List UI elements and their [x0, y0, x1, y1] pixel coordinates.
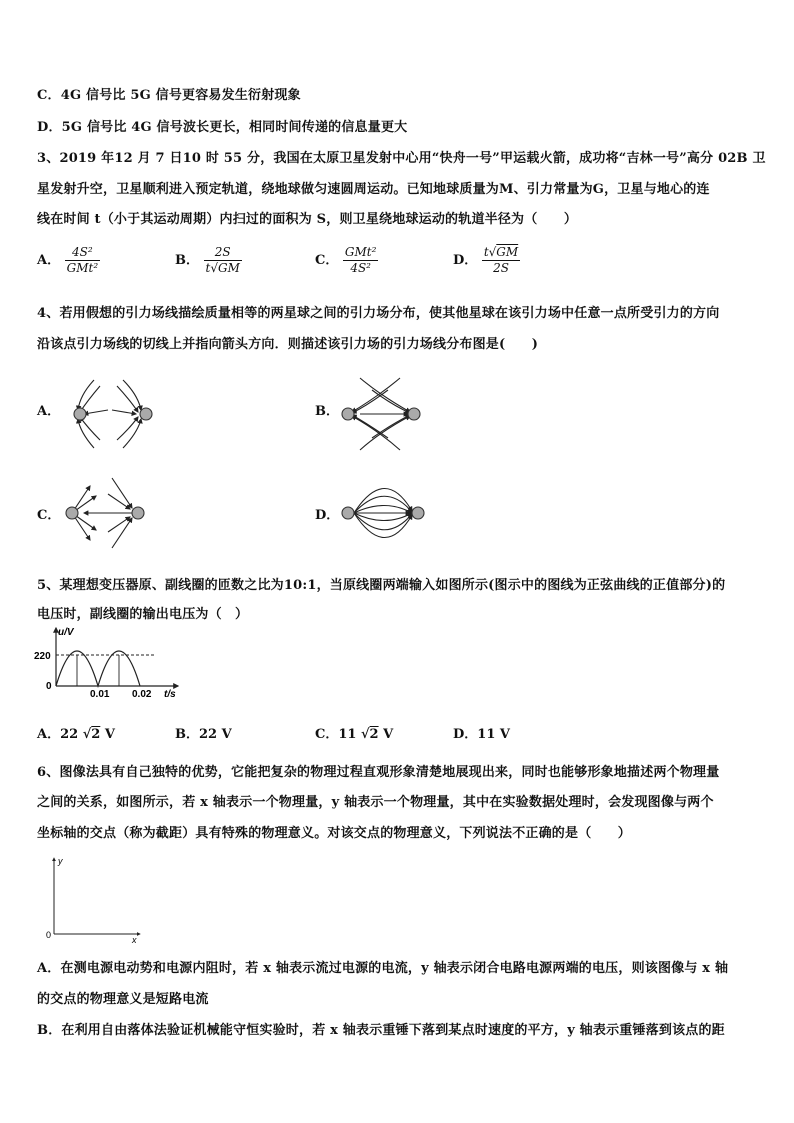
q5-c-prefix: C．11	[315, 727, 357, 742]
graph-x-tick-0.01: 0.01	[90, 689, 110, 700]
q3-line-1: 3、2019 年12 月 7 日10 时 55 分，我国在太原卫星发射中心用“快舟一号”甲运载火箭，成功将“吉林一号”高分 02B 卫	[37, 151, 766, 166]
axis-y-label: y	[58, 856, 63, 866]
q5-c-unit: V	[383, 727, 394, 742]
q5-a-root: 2	[91, 727, 101, 742]
graph-y-axis-label: u/V	[58, 627, 74, 638]
q5-line-1: 5、某理想变压器原、副线圈的匝数之比为10:1，当原线圈两端输入如图所示(图示中的图线为正弦曲线的正值部分)的	[37, 578, 726, 593]
q3-option-a-label: A．	[37, 253, 61, 268]
q3-d-num-t: t	[483, 245, 489, 259]
q4-line-2: 沿该点引力场线的切线上并指向箭头方向．则描述该引力场的引力场线分布图是( )	[37, 337, 539, 352]
option-c-line: C．4G 信号比 5G 信号更容易发生衍射现象	[37, 88, 301, 103]
q6-xy-axes	[40, 852, 150, 944]
q5-line-2: 电压时，副线圈的输出电压为（ ）	[37, 607, 249, 622]
q6-option-b-line-1: B．在利用自由落体法验证机械能守恒实验时，若 x 轴表示重锤下落到某点时速度的平方，y 轴表示重锤落到该点的距	[37, 1023, 725, 1038]
q3-line-2: 星发射升空，卫星顺利进入预定轨道，绕地球做匀速圆周运动。已知地球质量为M、引力常量为G，卫星与地心的连	[37, 182, 710, 197]
q3-d-numerator: t√GM	[483, 245, 519, 259]
q3-b-numerator: 2S	[204, 245, 242, 261]
q4-option-a-label: A．	[37, 404, 61, 419]
q5-option-b: B．22 V	[175, 727, 232, 742]
q6-line-3: 坐标轴的交点（称为截距）具有特殊的物理意义。对该交点的物理意义，下列说法不正确的是（ ）	[37, 826, 632, 841]
axis-origin-label: 0	[46, 930, 52, 940]
diagram-d	[342, 488, 424, 537]
option-d-line: D．5G 信号比 4G 信号波长更长，相同时间传递的信息量更大	[37, 120, 408, 135]
q3-option-b-label: B．	[175, 253, 199, 268]
q3-b-den-root: GM	[218, 261, 240, 275]
diagram-b	[342, 378, 420, 450]
q5-option-d: D．11 V	[453, 727, 510, 742]
q3-b-denominator: t√GM	[205, 261, 240, 275]
q6-line-2: 之间的关系，如图所示，若 x 轴表示一个物理量，y 轴表示一个物理量，其中在实验数据处理时，会发现图像与两个	[37, 795, 714, 810]
q3-a-denominator: GMt²	[66, 261, 99, 275]
q3-line-3: 线在时间 t（小于其运动周期）内扫过的面积为 S，则卫星绕地球运动的轨道半径为（ ）	[37, 212, 578, 227]
q5-option-a: A．22 √2 V	[37, 727, 115, 742]
diagram-a	[74, 380, 152, 448]
q4-option-c-label: C．	[37, 508, 61, 523]
q6-option-a-line-2: 的交点的物理意义是短路电流	[37, 992, 209, 1007]
graph-x-tick-0.02: 0.02	[132, 689, 152, 700]
graph-y-tick-220: 220	[34, 651, 51, 662]
diagram-c	[66, 478, 144, 548]
graph-origin: 0	[46, 681, 52, 692]
q4-option-d-label: D．	[315, 508, 340, 523]
q5-a-prefix: A．22	[37, 727, 79, 742]
q5-c-root: 2	[369, 727, 379, 742]
q5-voltage-graph	[30, 620, 190, 700]
q6-line-1: 6、图像法具有自己独特的优势，它能把复杂的物理过程直观形象清楚地展现出来，同时也能够形象地描述两个物理量	[37, 765, 720, 780]
axis-x-label: x	[132, 935, 137, 944]
q6-option-a-line-1: A．在测电源电动势和电源内阻时，若 x 轴表示流过电源的电流，y 轴表示闭合电路电源两端的电压，则该图像与 x 轴	[37, 961, 729, 976]
q5-a-unit: V	[104, 727, 115, 742]
q4-line-1: 4、若用假想的引力场线描绘质量相等的两星球之间的引力场分布，使其他星球在该引力场中任意一点所受引力的方向	[37, 306, 720, 321]
q4-option-b-label: B．	[315, 404, 339, 419]
q3-option-c-label: C．	[315, 253, 339, 268]
q3-c-numerator: GMt²	[344, 245, 377, 259]
q3-d-num-root: GM	[496, 245, 519, 259]
q3-option-d-label: D．	[453, 253, 478, 268]
q5-option-c: C．11 √2 V	[315, 727, 394, 742]
q3-b-den-t: t	[205, 261, 211, 275]
q3-d-denominator: 2S	[493, 261, 509, 275]
q3-a-numerator: 4S²	[65, 245, 101, 261]
q3-c-denominator: 4S²	[350, 261, 371, 275]
graph-x-axis-label: t/s	[164, 689, 176, 700]
